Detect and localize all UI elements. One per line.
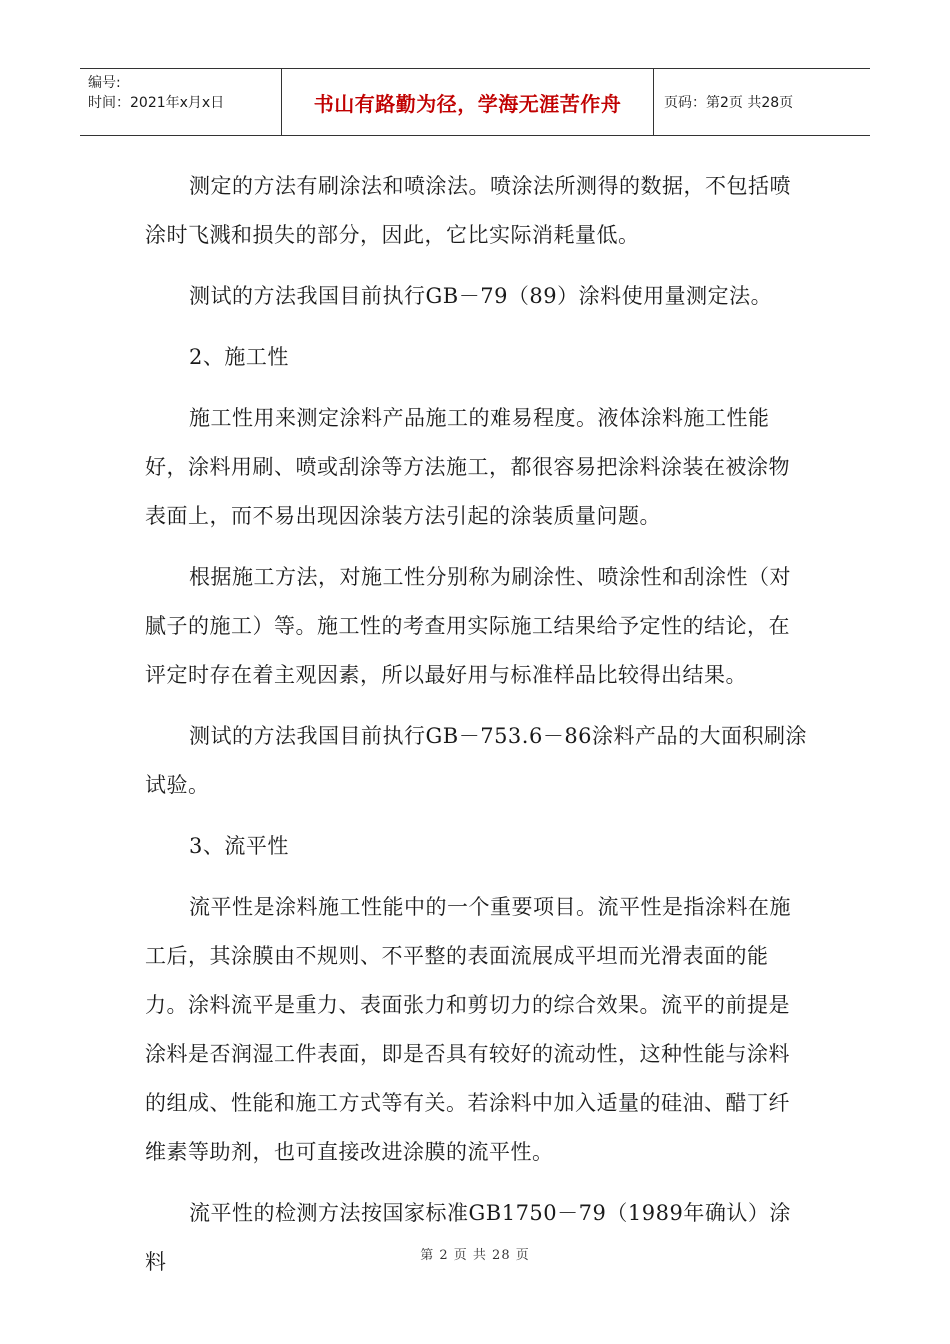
document-body	[145, 162, 810, 1299]
page-header	[80, 68, 870, 136]
paragraph: 流平性的检测方法按国家标准GB1750－79（1989年确认）涂料	[145, 1201, 791, 1274]
document-number-label: 编号:	[88, 75, 121, 91]
document-date: 时间：2021年x月x日	[88, 95, 225, 111]
paragraph: 根据施工方法，对施工性分别称为刷涂性、喷涂性和刮涂性（对腻子的施工）等。施工性的考查用实际施工结果给予定性的结论，在评定时存在着主观因素，所以最好用与标准样品比较得出结果。	[145, 565, 791, 687]
section-heading: 2、施工性	[189, 345, 289, 369]
header-motto: 书山有路勤为径，学海无涯苦作舟	[282, 69, 654, 135]
paragraph: 流平性是涂料施工性能中的一个重要项目。流平性是指涂料在施工后，其涂膜由不规则、不平整的表面流展成平坦而光滑表面的能力。涂料流平是重力、表面张力和剪切力的综合效果。流平的前提是涂料是否润湿工件表面，即是否具有较好的流动性，这种性能与涂料的组成、性能和施工方式等有关。若涂料中加入适量的硅油、醋丁纤维素等助剂，也可直接改进涂膜的流平性。	[145, 895, 791, 1164]
paragraph: 测定的方法有刷涂法和喷涂法。喷涂法所测得的数据，不包括喷涂时飞溅和损失的部分，因此，它比实际消耗量低。	[145, 174, 791, 247]
header-meta	[80, 69, 282, 135]
header-page-info: 页码：第2页 共28页	[664, 95, 794, 111]
paragraph: 施工性用来测定涂料产品施工的难易程度。液体涂料施工性能好，涂料用刷、喷或刮涂等方法施工，都很容易把涂料涂装在被涂物表面上，而不易出现因涂装方法引起的涂装质量问题。	[145, 406, 790, 528]
page-footer: 第 2 页 共 28 页	[420, 1248, 530, 1263]
section-heading: 3、流平性	[189, 834, 289, 858]
paragraph: 测试的方法我国目前执行GB－753.6－86涂料产品的大面积刷涂试验。	[145, 724, 808, 797]
paragraph: 测试的方法我国目前执行GB－79（89）涂料使用量测定法。	[189, 284, 773, 308]
